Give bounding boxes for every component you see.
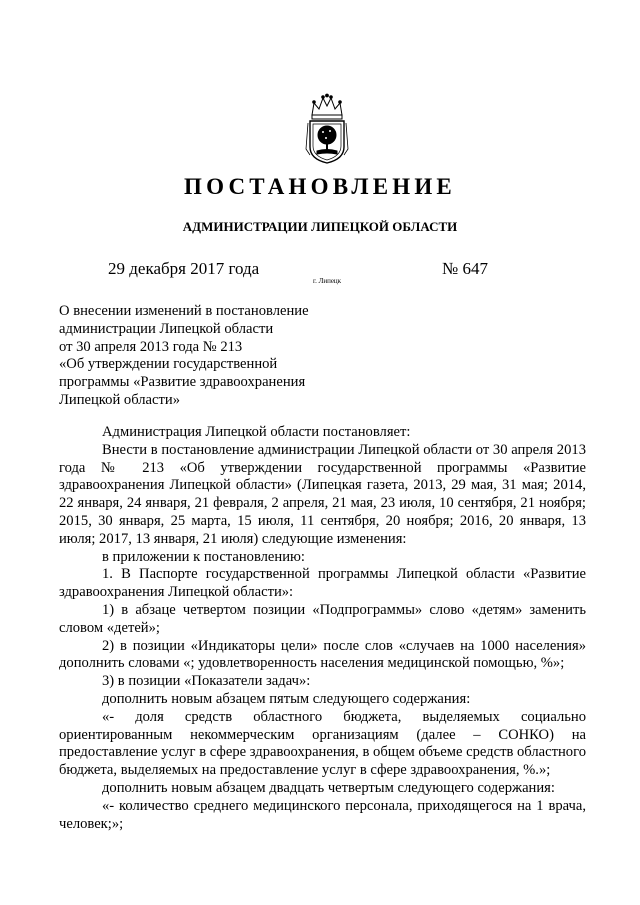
- document-subtitle: АДМИНИСТРАЦИИ ЛИПЕЦКОЙ ОБЛАСТИ: [182, 219, 458, 234]
- document-body: [59, 424, 586, 833]
- heading-line: программы «Развитие здравоохранения: [59, 374, 306, 391]
- body-paragraph: Администрация Липецкой области постановляет:: [102, 424, 411, 440]
- heading-line: «Об утверждении государственной: [59, 356, 278, 373]
- body-paragraph: 3) в позиции «Показатели задач»:: [102, 673, 311, 690]
- body-paragraph: дополнить новым абзацем двадцать четвертым следующего содержания:: [102, 779, 555, 796]
- body-paragraph: 2) в позиции «Индикаторы цели» после слов «случаев на 1000 населения» дополнить словами «; удовлетворенность населения медицинской помощью, %»;: [59, 637, 586, 672]
- body-paragraph: в приложении к постановлению:: [102, 548, 305, 565]
- body-paragraph: «- доля средств областного бюджета, выделяемых социально ориентированным некоммерческим организациям (далее – СОНКО) на предоставление услуг в сфере здравоохранения, в общем объеме средств областного бюджета, выделяемых на предоставление услуг в сфере здравоохранения, %.»;: [59, 708, 586, 779]
- heading-line: О внесении изменений в постановление: [59, 303, 309, 319]
- lipetsk-coat-of-arms-icon: [302, 93, 352, 165]
- heading-line: администрации Липецкой области: [59, 320, 274, 337]
- document-number: № 647: [442, 259, 488, 278]
- heading-line: от 30 апреля 2013 года № 213: [59, 338, 243, 355]
- document-date: 29 декабря 2017 года: [108, 259, 260, 278]
- document-title: ПОСТАНОВЛЕНИЕ: [184, 174, 456, 199]
- document-place: г. Липецк: [313, 277, 342, 285]
- body-paragraph: 1) в абзаце четвертом позиции «Подпрограммы» слово «детям» заменить словом «детей»;: [59, 601, 586, 636]
- body-paragraph: 1. В Паспорте государственной программы Липецкой области «Развитие здравоохранения Липецкой области»:: [59, 566, 586, 601]
- body-paragraph: Внести в постановление администрации Липецкой области от 30 апреля 2013 года № 213 «Об утверждении государственной программы «Развитие здравоохранения Липецкой области» (Липецкая газета, 2013, 29 мая, 31 мая; 2014, 22 января, 24 января, 21 февраля, 2 апреля, 21 мая, 23 июля, 10 сентября, 21 ноября; 2015, 30 января, 25 марта, 15 июля, 11 сентября, 20 ноября; 2016, 20 января, 13 июля; 2017, 13 января, 21 июля) следующие изменения:: [59, 441, 586, 547]
- heading-line: Липецкой области»: [59, 391, 180, 408]
- body-paragraph: дополнить новым абзацем пятым следующего содержания:: [102, 690, 471, 707]
- body-paragraph: «- количество среднего медицинского персонала, приходящегося на 1 врача, человек;»;: [59, 797, 586, 832]
- document-heading: [59, 303, 359, 410]
